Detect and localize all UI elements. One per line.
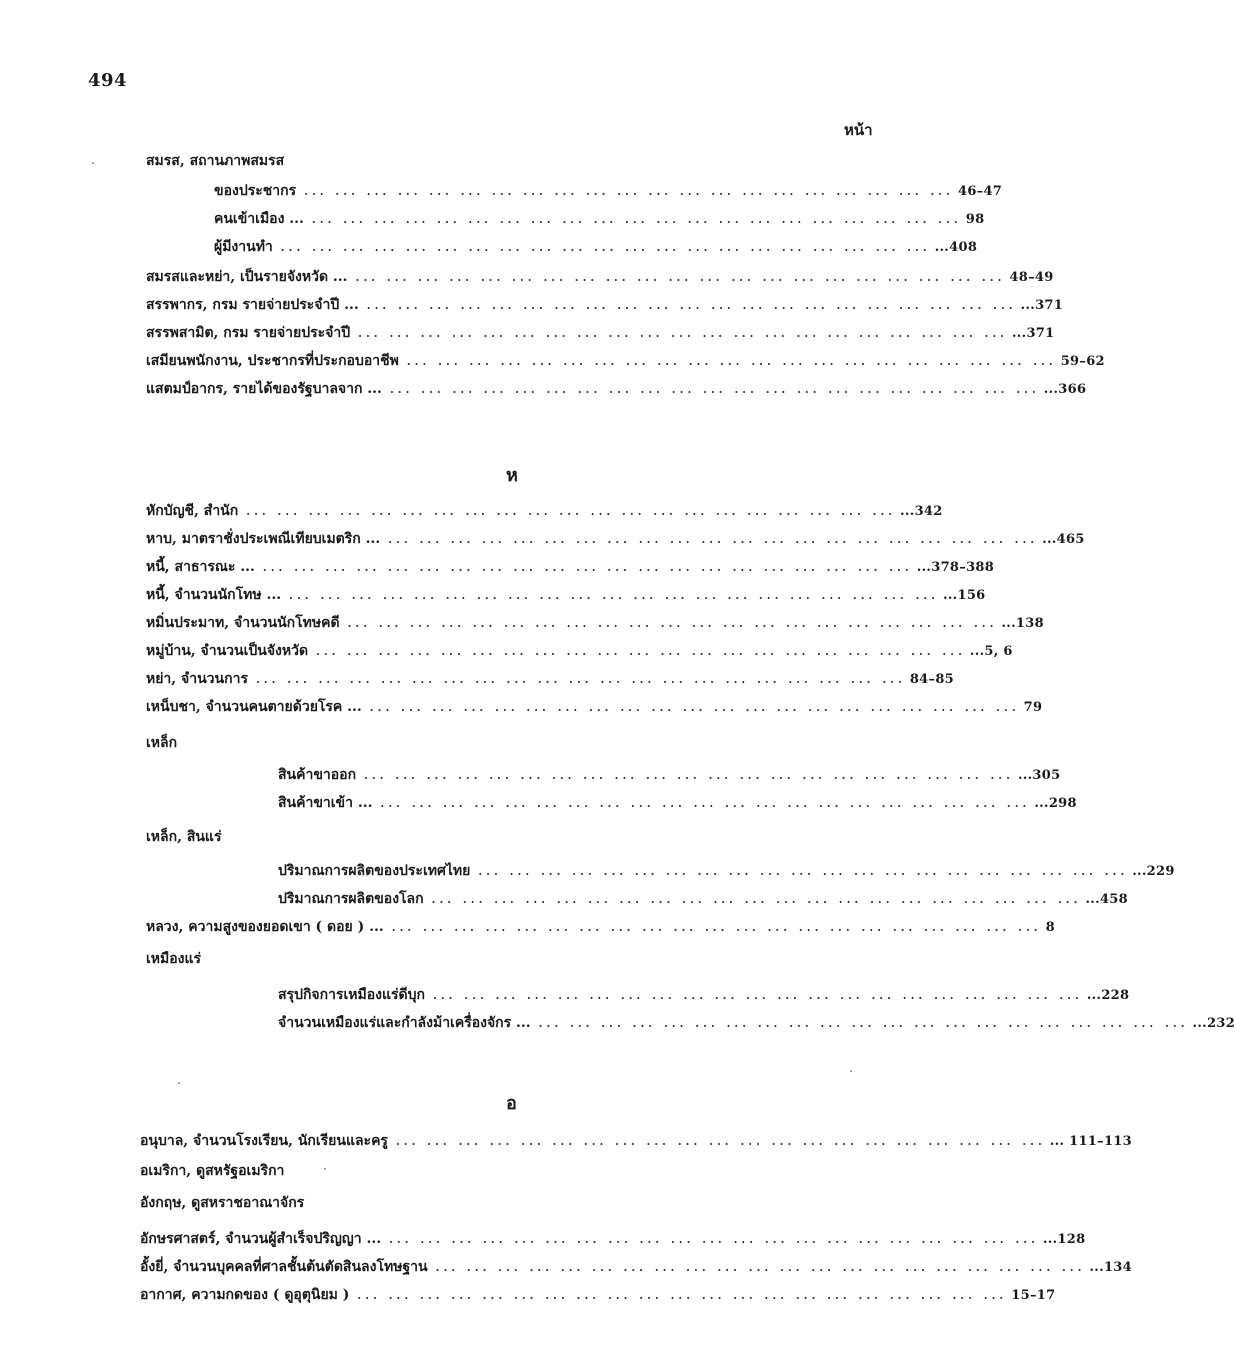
leader-dots: ... ... ... ... ... ... ... ... ... ... ... ... ... ... ... ... ... ... ... ... ... <box>316 645 966 658</box>
entry-page-ref: ...366 <box>1043 382 1087 397</box>
leader-dots: ... ... ... ... ... ... ... ... ... ... ... ... ... ... ... ... ... ... ... ... ... <box>538 1017 1189 1030</box>
entry-label: อักษรศาสตร์, จำนวนผู้สำเร็จปริญญา ... <box>140 1231 382 1247</box>
index-entry <box>214 180 1003 202</box>
index-entry <box>278 860 1175 882</box>
index-entry <box>146 584 986 606</box>
entry-label: สินค้าขาเข้า ... <box>278 795 373 811</box>
index-entry <box>146 668 955 690</box>
index-entry <box>214 208 985 230</box>
scan-speck <box>178 1082 180 1084</box>
entry-label: อั้งยี่, จำนวนบุคคลที่ศาลชั้นต้นตัดสินลงโทษฐาน <box>140 1259 428 1275</box>
index-heading-mine: เหมืองแร่ <box>146 951 202 967</box>
entry-label: จำนวนเหมืองแร่และกำลังม้าเครื่องจักร ... <box>278 1015 531 1031</box>
leader-dots: ... ... ... ... ... ... ... ... ... ... ... ... ... ... ... ... ... ... ... ... ... <box>388 533 1039 546</box>
entry-label: สรรพากร, กรม รายจ่ายประจำปี ... <box>146 297 359 313</box>
index-entry <box>146 378 1087 400</box>
entry-label: ปริมาณการผลิตของประเทศไทย <box>278 863 471 879</box>
index-entry <box>146 266 1054 288</box>
leader-dots: ... ... ... ... ... ... ... ... ... ... ... ... ... ... ... ... ... ... ... ... ... <box>355 271 1006 284</box>
entry-label: หักบัญชี, สำนัก <box>146 503 239 519</box>
index-heading-america: อเมริกา, ดูสหรัฐอเมริกา <box>140 1163 285 1179</box>
leader-dots: ... ... ... ... ... ... ... ... ... ... ... ... ... ... ... ... ... ... ... ... ... <box>289 589 939 602</box>
index-entry <box>146 350 1105 372</box>
entry-page-ref: 84–85 <box>909 672 955 687</box>
scan-speck <box>324 1168 326 1170</box>
entry-label: คนเข้าเมือง ... <box>214 211 304 227</box>
entry-page-ref: 8 <box>1045 920 1055 935</box>
index-entry <box>146 612 1044 634</box>
entry-page-ref: ...305 <box>1017 768 1061 783</box>
entry-page-ref: 48–49 <box>1009 270 1054 285</box>
leader-dots: ... ... ... ... ... ... ... ... ... ... ... ... ... ... ... ... ... ... ... ... ... <box>364 769 1014 782</box>
entry-label: แสตมป์อากร, รายได้ของรัฐบาลจาก ... <box>146 381 382 397</box>
leader-dots: ... ... ... ... ... ... ... ... ... ... ... ... ... ... ... ... ... ... ... ... ... <box>262 561 913 574</box>
entry-label: เหน็บชา, จำนวนคนตายด้วยโรค ... <box>146 699 362 715</box>
entry-label: หนี้, สาธารณะ ... <box>146 559 255 575</box>
entry-label: สินค้าขาออก <box>278 767 357 783</box>
entry-page-ref: ...228 <box>1086 988 1130 1003</box>
page-number: 494 <box>88 70 128 91</box>
entry-page-ref: ...465 <box>1042 532 1085 547</box>
leader-dots: ... ... ... ... ... ... ... ... ... ... ... ... ... ... ... ... ... ... ... ... ... <box>395 1135 1046 1148</box>
entry-page-ref: ...5, 6 <box>969 644 1013 659</box>
index-entry <box>278 888 1128 910</box>
scan-speck <box>850 1070 852 1072</box>
entry-label: อนุบาล, จำนวนโรงเรียน, นักเรียนและครู <box>140 1133 388 1149</box>
index-entry <box>146 916 1055 938</box>
entry-label: เสมียนพนักงาน, ประชากรที่ประกอบอาชีพ <box>146 353 399 369</box>
entry-page-ref: ...134 <box>1089 1260 1132 1275</box>
leader-dots: ... ... ... ... ... ... ... ... ... ... ... ... ... ... ... ... ... ... ... ... ... <box>255 673 906 686</box>
leader-dots: ... ... ... ... ... ... ... ... ... ... ... ... ... ... ... ... ... ... ... ... ... <box>280 241 931 254</box>
leader-dots: ... ... ... ... ... ... ... ... ... ... ... ... ... ... ... ... ... ... ... ... ... <box>357 1289 1008 1302</box>
leader-dots: ... ... ... ... ... ... ... ... ... ... ... ... ... ... ... ... ... ... ... ... ... <box>432 989 1083 1002</box>
index-entry <box>140 1228 1086 1250</box>
leader-dots: ... ... ... ... ... ... ... ... ... ... ... ... ... ... ... ... ... ... ... ... ... <box>389 1233 1039 1246</box>
leader-dots: ... ... ... ... ... ... ... ... ... ... ... ... ... ... ... ... ... ... ... ... ... <box>304 185 954 198</box>
index-entry <box>278 792 1077 814</box>
entry-label: หลวง, ความสูงของยอดเขา ( ดอย ) ... <box>146 919 384 935</box>
section-letter-ho: ห <box>506 465 518 486</box>
leader-dots: ... ... ... ... ... ... ... ... ... ... ... ... ... ... ... ... ... ... ... ... ... <box>347 617 998 630</box>
leader-dots: ... ... ... ... ... ... ... ... ... ... ... ... ... ... ... ... ... ... ... ... ... <box>389 383 1040 396</box>
entry-label: หนี้, จำนวนนักโทษ ... <box>146 587 282 603</box>
entry-page-ref: ... 111–113 <box>1049 1134 1132 1149</box>
entry-label: หมิ่นประมาท, จำนวนนักโทษคดี <box>146 615 340 631</box>
index-heading-england: อังกฤษ, ดูสหราชอาณาจักร <box>140 1195 305 1211</box>
index-entry <box>146 528 1085 550</box>
entry-page-ref: ...232 <box>1192 1016 1235 1031</box>
entry-label: หมู่บ้าน, จำนวนเป็นจังหวัด <box>146 643 309 659</box>
leader-dots: ... ... ... ... ... ... ... ... ... ... ... ... ... ... ... ... ... ... ... ... ... <box>478 865 1129 878</box>
index-heading-lek-mineral: เหล็ก, สินแร่ <box>146 829 222 845</box>
leader-dots: ... ... ... ... ... ... ... ... ... ... ... ... ... ... ... ... ... ... ... ... ... <box>380 797 1031 810</box>
index-heading-somrot: สมรส, สถานภาพสมรส <box>146 153 285 169</box>
leader-dots: ... ... ... ... ... ... ... ... ... ... ... ... ... ... ... ... ... ... ... ... ... <box>311 213 962 226</box>
entry-page-ref: ...408 <box>934 240 978 255</box>
entry-page-ref: ...128 <box>1042 1232 1086 1247</box>
entry-label: ปริมาณการผลิตของโลก <box>278 891 424 907</box>
entry-page-ref: 79 <box>1023 700 1043 715</box>
entry-label: สมรสและหย่า, เป็นรายจังหวัด ... <box>146 269 348 285</box>
entry-label: ผู้มีงานทำ <box>214 239 273 255</box>
entry-page-ref: 15–17 <box>1011 1288 1056 1303</box>
entry-page-ref: ...298 <box>1034 796 1077 811</box>
leader-dots: ... ... ... ... ... ... ... ... ... ... ... ... ... ... ... ... ... ... ... ... ... <box>391 921 1042 934</box>
leader-dots: ... ... ... ... ... ... ... ... ... ... ... ... ... ... ... ... ... ... ... ... ... <box>435 1261 1086 1274</box>
index-entry <box>146 556 995 578</box>
index-entry <box>140 1256 1132 1278</box>
entry-page-ref: 46–47 <box>957 184 1003 199</box>
entry-label: หย่า, จำนวนการ <box>146 671 248 687</box>
leader-dots: ... ... ... ... ... ... ... ... ... ... ... ... ... ... ... ... ... ... ... ... ... <box>246 505 897 518</box>
index-entry <box>140 1130 1132 1152</box>
entry-page-ref: ...229 <box>1132 864 1175 879</box>
entry-label: สรรพสามิต, กรม รายจ่ายประจำปี <box>146 325 351 341</box>
entry-page-ref: ...342 <box>900 504 943 519</box>
section-letter-o: อ <box>506 1093 517 1114</box>
index-entry <box>146 500 943 522</box>
entry-page-ref: ...371 <box>1020 298 1064 313</box>
leader-dots: ... ... ... ... ... ... ... ... ... ... ... ... ... ... ... ... ... ... ... ... ... <box>358 327 1008 340</box>
entry-page-ref: ...371 <box>1011 326 1055 341</box>
index-entry <box>146 294 1064 316</box>
index-entry <box>278 1012 1235 1034</box>
index-entry <box>214 236 978 258</box>
entry-label: อากาศ, ความกดของ ( ดูอุตุนิยม ) <box>140 1287 350 1303</box>
leader-dots: ... ... ... ... ... ... ... ... ... ... ... ... ... ... ... ... ... ... ... ... ... <box>369 701 1020 714</box>
entry-label: หาบ, มาตราชั่งประเพณีเทียบเมตริก ... <box>146 531 381 547</box>
entry-page-ref: ...378–388 <box>916 560 995 575</box>
index-entry <box>146 696 1043 718</box>
leader-dots: ... ... ... ... ... ... ... ... ... ... ... ... ... ... ... ... ... ... ... ... ... <box>431 893 1082 906</box>
index-entry <box>146 640 1013 662</box>
leader-dots: ... ... ... ... ... ... ... ... ... ... ... ... ... ... ... ... ... ... ... ... ... <box>406 355 1057 368</box>
index-heading-lek: เหล็ก <box>146 735 178 751</box>
entry-page-ref: ...458 <box>1085 892 1128 907</box>
entry-page-ref: ...156 <box>943 588 986 603</box>
index-entry <box>278 984 1130 1006</box>
page-column-heading: หน้า <box>844 121 873 139</box>
index-entry <box>278 764 1061 786</box>
leader-dots: ... ... ... ... ... ... ... ... ... ... ... ... ... ... ... ... ... ... ... ... ... <box>366 299 1017 312</box>
index-entry <box>140 1284 1056 1306</box>
entry-page-ref: 98 <box>965 212 985 227</box>
scan-speck <box>92 162 94 164</box>
entry-page-ref: 59–62 <box>1060 354 1105 369</box>
index-entry <box>146 322 1055 344</box>
entry-page-ref: ...138 <box>1001 616 1044 631</box>
entry-label: สรุปกิจการเหมืองแร่ดีบุก <box>278 987 425 1003</box>
entry-label: ของประชากร <box>214 183 297 199</box>
